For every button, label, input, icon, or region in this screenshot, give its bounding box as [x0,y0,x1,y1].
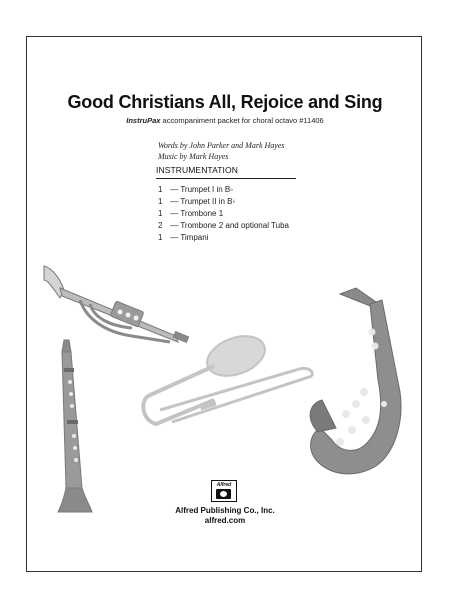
publisher-name: Alfred Publishing Co., Inc. [175,506,275,515]
item-quantity: 1 [158,233,163,242]
subtitle [0,116,450,125]
list-item [158,220,289,232]
subtitle-text: accompaniment packet for choral octavo #11406 [160,116,324,125]
logo-text: Alfred [216,482,232,488]
item-quantity: 2 [158,221,163,230]
item-name: Trumpet II in B [180,197,233,206]
list-item [158,208,289,220]
logo-mark [216,489,231,499]
item-quantity: 1 [158,209,163,218]
item-quantity: 1 [158,185,163,194]
list-item [158,232,289,244]
instrumentation-heading: INSTRUMENTATION [156,165,238,175]
music-credit: Music by Mark Hayes [158,152,229,161]
alfred-logo-icon [211,480,237,502]
list-item [158,196,289,208]
publisher-website: alfred.com [204,516,246,525]
words-credit: Words by John Parker and Mark Hayes [158,141,285,150]
flat-sign: ♭ [232,199,236,205]
credits [158,140,285,162]
item-dash: — [170,185,179,194]
instrumentation-list [158,184,289,244]
page-title: Good Christians All, Rejoice and Sing [67,92,383,112]
brand-name: InstruPax [126,116,161,125]
item-name: Trombone 2 and optional Tuba [180,221,289,230]
item-name: Timpani [180,233,209,242]
item-dash: — [170,221,179,230]
item-name: Trombone 1 [180,209,224,218]
list-item [158,184,289,196]
item-name: Trumpet I in B [180,185,231,194]
heading-divider [156,178,296,179]
flat-sign: ♭ [230,187,234,193]
item-dash: — [170,233,179,242]
item-quantity: 1 [158,197,163,206]
item-dash: — [170,197,179,206]
item-dash: — [170,209,179,218]
